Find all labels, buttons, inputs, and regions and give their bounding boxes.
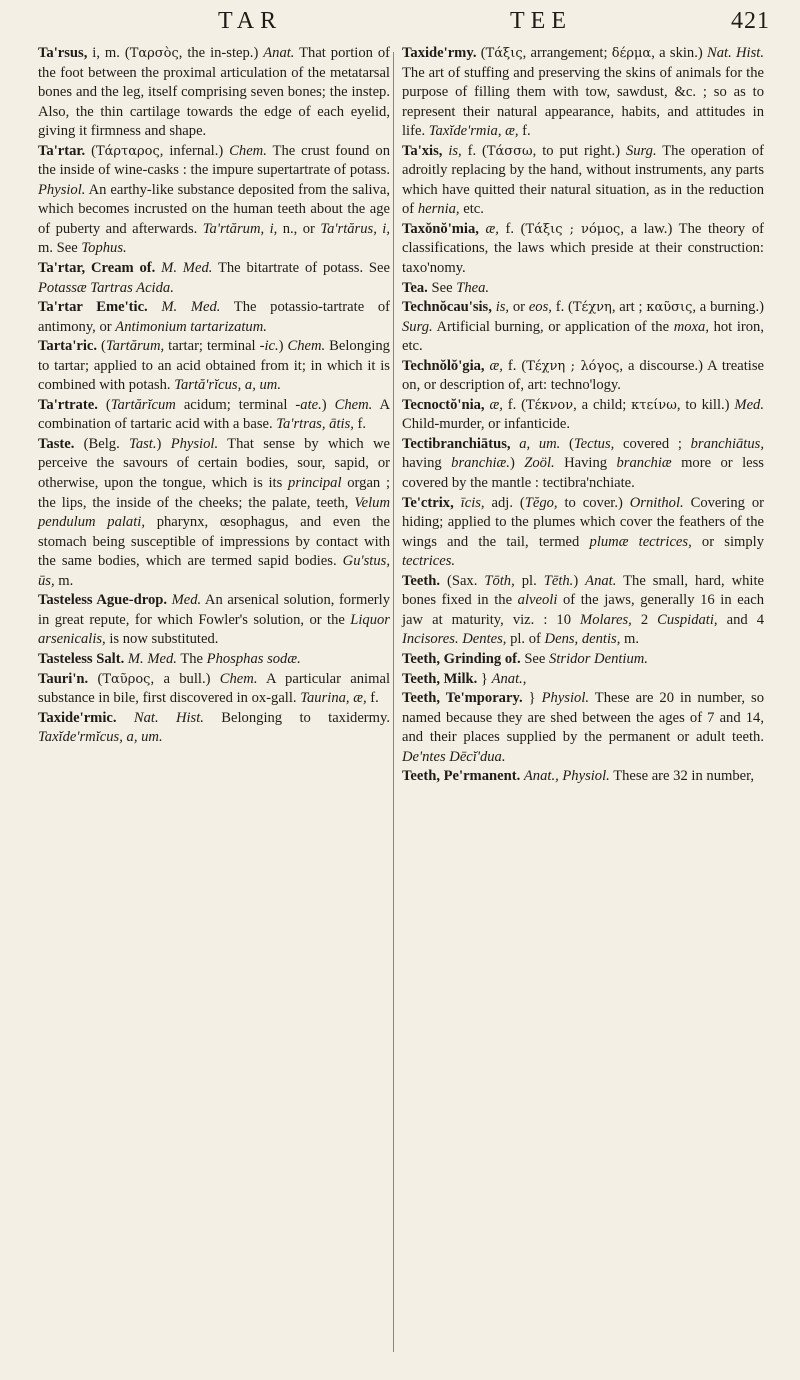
entry-text: , a child; [573,396,632,413]
entry-italic-text: Taxĭde'rmia, æ, [428,123,519,140]
entry-italic-text: Med. [734,396,765,413]
entry-text: The art of stuffing and preserving the skins of animals for the purpose of filling them with tow, sawdust, &c. ; so as to represent their natural appearance, habits, and attitudes in life. [402,64,764,140]
entry-text: tartar; terminal [164,338,260,355]
entry-italic-text: Tartărum, [105,338,165,355]
entry-greek-etymon: Τέχνη [572,300,612,316]
entry-text: (Sax. [439,572,485,589]
entry-text [511,436,520,452]
entry-text [117,710,134,726]
entry-text: f. ( [502,357,527,374]
dictionary-entry [402,494,764,572]
dictionary-entry [38,298,390,337]
entry-text: pl. [514,572,544,589]
entry-italic-text: Tophus. [81,240,127,257]
entry-italic-text: Nat. Hist. [133,709,204,726]
entry-text: pl. of [506,631,545,648]
entry-italic-text: Ta'rtărus, i, [320,220,390,237]
entry-text: These are 20 in number, so named because they are shed between the ages of 7 and 14, and their places supplied by the permanent or adult teeth. [402,690,764,746]
entry-text: , a burning.) [692,299,764,316]
entry-text: pharynx, œsophagus, and even the stomach being susceptible of impressions by contact with the same bodies, which are termed sapid bodies. [38,514,390,570]
entry-text: is now substituted. [105,631,219,648]
entry-text: An arsenical solution, formerly in great repute, for which Fowler's solution, or the [38,592,391,628]
entry-text: etc. [459,201,484,218]
entry-italic-text: Gu'stus, ūs, [38,553,390,589]
entry-italic-text: æ, [485,220,499,237]
entry-text: ) [509,455,525,472]
entry-text: } [477,670,492,687]
dictionary-entry [38,259,390,298]
entry-italic-text: a, um. [519,435,561,452]
entry-text: Covering or hiding; applied to the plumes which cover the feathers of the wings and the tail, termed [402,494,764,550]
entry-headword: Technŏlŏ'gia, [402,357,485,374]
entry-text: i, m. ( [87,45,130,61]
entry-text: ( [476,45,486,61]
dictionary-entry [402,279,764,299]
entry-text: The operation of adroitly replacing by the hand, without instruments, any parts which have quitted their natural situation, as in the reduction of [402,142,764,218]
entry-text: ) [278,338,288,355]
entry-headword: Ta'rtar. [38,142,86,159]
entry-greek-etymon: κτείνω [631,397,677,413]
entry-text: , art ; [611,299,647,316]
entry-italic-text: Dens, dentis, [544,631,621,648]
entry-headword: Taste. [38,435,75,452]
entry-italic-text: Tēth. [543,572,574,589]
dictionary-entry [38,435,390,591]
entry-headword: Ta'xis, [402,142,443,159]
entry-italic-text: Chem. [334,396,373,413]
entry-text: That portion of the foot between the proximal articulation of the metatarsal bones and the leg, itself comprising seven bones; the instep. Also, the thin cartilage towards the edge of each eyelid, giving it firmness and shape. [38,45,390,140]
entry-text [454,495,461,511]
entry-text: ) [573,572,586,589]
entry-italic-text: -ic. [259,338,279,355]
entry-italic-text: M. Med. [127,650,177,667]
entry-text: m. See [38,240,82,257]
entry-text: ) [156,435,171,452]
page-number: 421 [731,8,770,34]
entry-headword: Ta'rtar Eme'tic. [38,299,148,316]
entry-text: f. ( [551,299,573,316]
entry-text: m. [620,631,640,648]
entry-italic-text: Tĕgo, [524,494,558,511]
entry-text: ( [85,142,96,159]
entry-italic-text: æ, [489,396,503,413]
dictionary-entry [38,709,390,748]
entry-italic-text: Ta'rtras, ātis, [276,416,354,433]
entry-italic-text: -ate. [295,396,322,413]
entry-headword: Tectibranchiātus, [402,435,511,452]
entry-headword: Teeth, Milk. [402,670,478,687]
dictionary-entry [38,650,390,670]
entry-text: Having [554,455,617,472]
entry-text: having [402,455,452,472]
entry-italic-text: Anat., Physiol. [523,768,610,785]
entry-italic-text: principal [288,475,342,492]
entry-text: The bitartrate of potass. See [212,260,390,277]
entry-text: The [176,650,207,667]
entry-text: acidum; terminal [175,396,296,413]
entry-italic-text: Velum pendulum palati, [38,494,390,531]
entry-text: f. [518,123,531,140]
entry-text: The small, hard, white bones fixed in the [402,572,764,609]
entry-italic-text: Anat., [491,670,527,687]
entry-headword: Technŏcau'sis, [402,299,492,316]
entry-text: or [509,299,529,316]
entry-text: f. ( [461,142,487,159]
entry-headword: Taxide'rmic. [38,709,117,726]
entry-text: The crust found on the inside of wine-casks : the impure supertartrate of potass. [38,142,390,179]
entry-text: , a bull.) [150,670,220,687]
entry-greek-etymon: καῦσις [646,300,693,316]
entry-text: , a law.) The theory of classifications, the laws which preside at their construction: taxo'nomy. [402,220,764,277]
entry-italic-text: Surg. [402,318,433,335]
entry-headword: Teeth, Te'mporary. [402,690,523,707]
entry-text: ) [321,396,335,413]
entry-text: That sense by which we perceive the savours of certain bodies, sour, sapid, or otherwise, upon the tongue, which is its [38,435,391,492]
entry-text: A combination of tartaric acid with a base. [38,396,391,433]
entry-headword: Teeth, Pe'rmanent. [402,768,521,785]
entry-text: more or less covered by the mantle : tectibra'nchiate. [402,455,764,492]
dictionary-entry [402,44,764,142]
entry-text: See [520,650,550,667]
entry-text: , the in-step.) [178,45,264,61]
entry-italic-text: Chem. [219,670,258,687]
entry-text: Belonging to taxidermy. [203,709,391,726]
entry-text: hot iron, etc. [402,318,765,355]
entry-headword: Tarta'ric. [38,338,98,355]
entry-text: organ ; the lips, the inside of the cheeks; the palate, teeth, [38,475,390,511]
entry-text: , to put right.) [532,142,626,159]
entry-italic-text: M. Med. [161,299,221,316]
entry-headword: Taxide'rmy. [402,45,477,61]
entry-italic-text: Surg. [625,142,657,159]
dictionary-entry [38,337,390,396]
entry-italic-text: Incisores. Dentes, [402,631,507,648]
entry-italic-text: Zoöl. [524,455,555,472]
entry-greek-etymon: Τέχνη ; λόγος [526,358,620,374]
entry-italic-text: hernia, [417,201,460,218]
entry-italic-text: Physiol. [541,690,590,707]
entry-greek-etymon: Τάξις ; νόμος [525,221,621,237]
header-right-guide: TEE [510,8,572,34]
entry-italic-text: Ornithol. [629,494,684,511]
entry-greek-etymon: Ταρσὸς [129,46,179,61]
entry-greek-etymon: δέρμα [611,46,652,61]
entry-text: f. [366,690,379,707]
dictionary-entry [38,142,390,259]
entry-italic-text: Tartărĭcum [110,396,176,413]
entry-headword: Tea. [402,279,428,296]
entry-italic-text: Molares, [580,611,632,628]
entry-text: An earthy-like substance deposited from the saliva, which becomes incrusted on the human teeth about the age of puberty and afterwards. [38,181,390,237]
left-column [38,44,390,748]
entry-italic-text: Phosphas sodæ. [206,650,301,667]
entry-text: , a skin.) [651,45,707,61]
entry-text: and 4 [717,611,764,628]
entry-text: m. [54,572,74,589]
entry-headword: Ta'rtrate. [38,396,98,413]
dictionary-entry [402,650,764,670]
dictionary-entry [402,357,764,396]
entry-italic-text: Stridor Dentium. [549,650,648,667]
dictionary-entry [402,689,764,767]
entry-italic-text: branchiæ [616,455,672,472]
entry-italic-text: Tōth, [484,572,515,589]
entry-italic-text: Nat. Hist. [707,45,764,61]
dictionary-entry [38,44,390,142]
entry-headword: Tasteless Salt. [38,650,125,667]
entry-italic-text: Ta'rtărum, i, [202,220,278,237]
dictionary-entry [402,435,764,494]
entry-italic-text: Taurina, æ, [300,690,367,707]
header-left-guide: TAR [218,8,283,34]
entry-italic-text: Antimonium tartarizatum. [115,318,267,335]
entry-headword: Teeth, Grinding of. [402,650,521,667]
entry-italic-text: Tectus, [573,435,615,452]
entry-italic-text: Tartă'rĭcus, a, um. [174,377,281,394]
entry-italic-text: branchiātus, [690,435,764,452]
entry-italic-text: Chem. [229,142,267,159]
entry-text: These are 32 in number, [609,768,755,785]
entry-italic-text: is, [448,142,462,159]
entry-italic-text: Thea. [456,279,490,296]
entry-headword: Tasteless Ague-drop. [38,592,168,609]
entry-text: f. [353,416,367,433]
entry-italic-text: moxa, [673,318,709,335]
entry-italic-text: Taxĭde'rmĭcus, a, um. [38,729,163,746]
entry-italic-text: Potassæ Tartras Acida. [38,279,174,296]
entry-text: f. ( [498,220,526,237]
entry-italic-text: Physiol. [170,435,219,452]
entry-italic-text: plumæ tectrices, [589,533,692,550]
entry-headword: Tauri'n. [38,670,89,687]
entry-text: , to kill.) [676,396,735,413]
entry-italic-text: Physiol. [38,181,86,198]
entry-italic-text: æ, [489,357,503,374]
dictionary-entry [38,670,390,709]
entry-italic-text: Anat. [263,45,295,61]
dictionary-entry [402,572,764,650]
dictionary-entry [402,670,764,690]
entry-text: , infernal.) [159,142,230,159]
dictionary-entry [38,396,390,435]
dictionary-entry [402,142,764,220]
entry-italic-text: Tast. [129,435,157,452]
entry-italic-text: Anat. [585,572,617,589]
entry-italic-text: Chem. [287,338,326,355]
entry-text: , a discourse.) A treatise on, or description of, art: techno'logy. [402,357,765,394]
dictionary-entry [402,298,764,357]
entry-text: f. ( [502,396,526,413]
right-column [402,44,764,787]
dictionary-entry [38,591,390,650]
entry-italic-text: tectrices. [402,553,456,570]
entry-text: ( [97,396,111,413]
entry-italic-text: Liquor arsenicalis, [38,611,390,648]
entry-text: The potassio-tartrate of antimony, or [38,299,390,335]
entry-text: of the jaws, generally 16 in each jaw at maturity, viz. : 10 [402,592,764,628]
entry-italic-text: Med. [171,592,202,609]
entry-italic-text: Cuspidati, [657,611,718,628]
entry-italic-text: īcis, [460,494,485,511]
entry-text: ( [560,435,574,452]
entry-text [479,221,486,237]
dictionary-entry [402,220,764,279]
entry-text: or simply [691,533,765,550]
entry-italic-text: M. Med. [161,260,213,277]
entry-text: n., or [277,220,321,237]
entry-text: Belonging to tartar; applied to an acid obtained from it; in which it is combined with potash. [38,338,390,394]
entry-text: , arrangement; [522,45,612,61]
dictionary-entry [402,396,764,435]
entry-text: (Belg. [74,435,130,452]
entry-greek-etymon: Τάρταρος [95,143,160,159]
entry-headword: Ta'rtar, Cream of. [38,260,156,277]
entry-italic-text: branchiæ. [451,455,510,472]
entry-text: 2 [631,611,658,628]
entry-italic-text: De'ntes Dēcĭ'dua. [402,748,506,765]
column-divider [393,52,394,1352]
entry-text: See [427,279,457,296]
entry-greek-etymon: Ταῦρος [102,671,151,687]
entry-greek-etymon: Τάσσω [486,143,533,159]
entry-italic-text: alveoli [517,592,558,609]
entry-text: A particular animal substance in bile, first discovered in ox-gall. [38,670,390,707]
entry-text: to cover.) [557,494,630,511]
entry-headword: Te'ctrix, [402,494,454,511]
entry-headword: Teeth. [402,572,440,589]
running-header [38,8,770,42]
dictionary-entry [402,767,764,787]
entry-headword: Ta'rsus, [38,45,88,61]
entry-greek-etymon: Τέκνον [525,397,574,413]
entry-text: } [522,690,542,707]
entry-text: adj. ( [484,494,525,511]
entry-greek-etymon: Τάξις [485,46,523,61]
entry-headword: Taxŏnŏ'mia, [402,220,479,237]
entry-italic-text: eos, [528,299,552,316]
entry-text: Child-murder, or infanticide. [402,416,571,433]
entry-text [148,299,162,315]
entry-text: ( [97,338,106,355]
entry-headword: Tecnoctŏ'nia, [402,396,485,413]
entry-text: Artificial burning, or application of the [432,318,674,335]
entry-text: covered ; [614,435,691,452]
entry-text: ( [88,670,103,687]
entry-italic-text: is, [495,299,510,316]
